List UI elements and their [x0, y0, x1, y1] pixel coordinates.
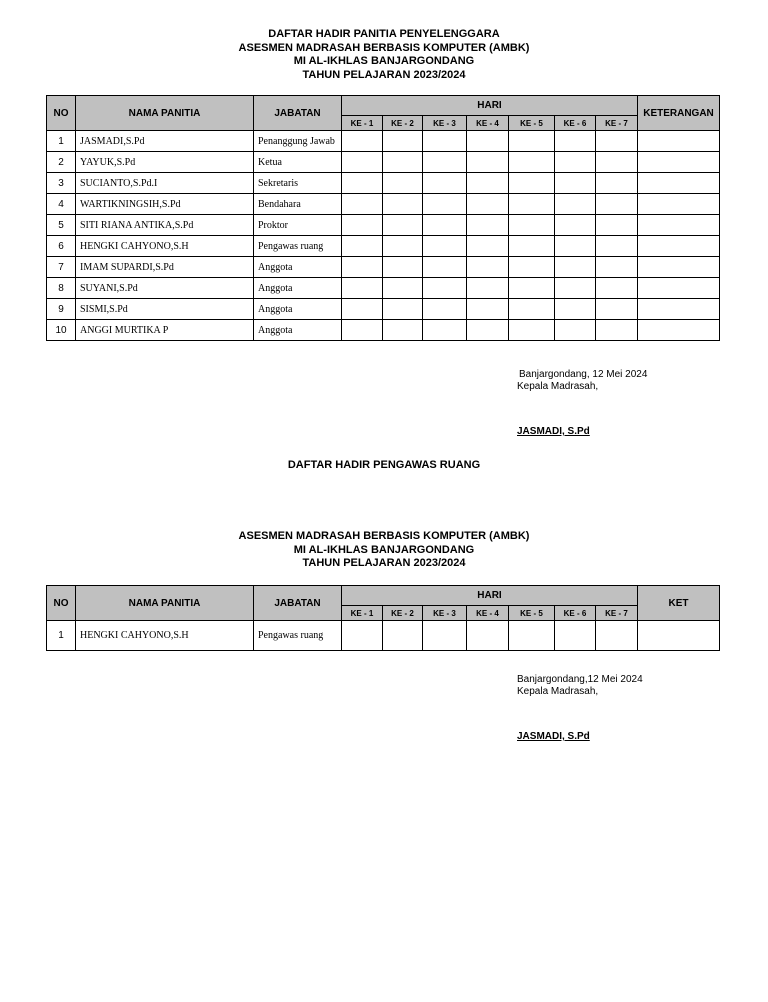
row-jabatan: Bendahara — [254, 194, 342, 215]
header-day-4: KE - 4 — [467, 116, 509, 131]
keterangan-cell[interactable] — [638, 215, 720, 236]
row-jabatan: Pengawas ruang — [254, 236, 342, 257]
table-row — [47, 215, 720, 236]
attendance-cell-day-3[interactable] — [423, 173, 467, 194]
row-no: 4 — [47, 194, 76, 215]
attendance-cell-day-7[interactable] — [596, 278, 638, 299]
attendance-cell-day-3[interactable] — [423, 299, 467, 320]
attendance-cell-day-7[interactable] — [596, 320, 638, 341]
table-row — [47, 320, 720, 341]
attendance-cell-day-3[interactable] — [423, 236, 467, 257]
attendance-cell-day-5[interactable] — [509, 173, 555, 194]
attendance-cell-day-5[interactable] — [509, 131, 555, 152]
attendance-cell-day-1[interactable] — [342, 152, 383, 173]
section1-title-line-3: MI AL-IKHLAS BANJARGONDANG — [293, 55, 475, 68]
attendance-cell-day-6[interactable] — [555, 299, 596, 320]
section2-title-line-1: ASESMEN MADRASAH BERBASIS KOMPUTER (AMBK) — [238, 530, 530, 542]
attendance-cell-day-5[interactable] — [509, 152, 555, 173]
header-day-1: KE - 1 — [342, 606, 383, 621]
attendance-cell-day-6[interactable] — [555, 621, 596, 651]
attendance-cell-day-4[interactable] — [467, 173, 509, 194]
attendance-cell-day-2[interactable] — [383, 152, 423, 173]
attendance-cell-day-7[interactable] — [596, 257, 638, 278]
attendance-cell-day-1[interactable] — [342, 131, 383, 152]
row-no: 1 — [47, 621, 76, 651]
attendance-cell-day-1[interactable] — [342, 173, 383, 194]
row-jabatan: Proktor — [254, 215, 342, 236]
attendance-cell-day-7[interactable] — [596, 215, 638, 236]
section1-signature-date: Banjargondang, 12 Mei 2024 — [519, 369, 648, 380]
attendance-cell-day-3[interactable] — [423, 152, 467, 173]
header-day-3: KE - 3 — [423, 606, 467, 621]
row-no: 9 — [47, 299, 76, 320]
attendance-cell-day-6[interactable] — [555, 194, 596, 215]
section1-title-line-4: TAHUN PELAJARAN 2023/2024 — [302, 68, 466, 81]
attendance-cell-day-2[interactable] — [383, 236, 423, 257]
table-row — [47, 236, 720, 257]
attendance-cell-day-5[interactable] — [509, 236, 555, 257]
keterangan-cell[interactable] — [638, 194, 720, 215]
section2-signature-name: JASMADI, S.Pd — [517, 731, 590, 742]
attendance-cell-day-1[interactable] — [342, 320, 383, 341]
keterangan-cell[interactable] — [638, 278, 720, 299]
row-nama: SISMI,S.Pd — [76, 299, 254, 320]
header-nama-panitia: NAMA PANITIA — [76, 96, 254, 131]
attendance-cell-day-2[interactable] — [383, 299, 423, 320]
attendance-cell-day-4[interactable] — [467, 236, 509, 257]
attendance-cell-day-2[interactable] — [383, 131, 423, 152]
attendance-cell-day-4[interactable] — [467, 152, 509, 173]
row-jabatan: Ketua — [254, 152, 342, 173]
row-nama: HENGKI CAHYONO,S.H — [76, 621, 254, 651]
header-day-6: KE - 6 — [555, 116, 596, 131]
section1-signature-name: JASMADI, S.Pd — [517, 426, 590, 437]
keterangan-cell[interactable] — [638, 236, 720, 257]
attendance-cell-day-7[interactable] — [596, 299, 638, 320]
header-no: NO — [47, 586, 76, 621]
header-no: NO — [47, 96, 76, 131]
table-row — [47, 152, 720, 173]
row-no: 3 — [47, 173, 76, 194]
attendance-cell-day-6[interactable] — [555, 278, 596, 299]
attendance-cell-day-5[interactable] — [509, 320, 555, 341]
row-nama: JASMADI,S.Pd — [76, 131, 254, 152]
row-no: 6 — [47, 236, 76, 257]
attendance-cell-day-2[interactable] — [383, 278, 423, 299]
attendance-cell-day-3[interactable] — [423, 621, 467, 651]
keterangan-cell[interactable] — [638, 257, 720, 278]
attendance-cell-day-4[interactable] — [467, 194, 509, 215]
attendance-cell-day-1[interactable] — [342, 278, 383, 299]
section1-title — [0, 28, 768, 82]
header-day-2: KE - 2 — [383, 116, 423, 131]
header-day-4: KE - 4 — [467, 606, 509, 621]
row-nama: SUCIANTO,S.Pd.I — [76, 173, 254, 194]
panitia-attendance-table — [46, 95, 720, 341]
attendance-cell-day-7[interactable] — [596, 194, 638, 215]
attendance-cell-day-4[interactable] — [467, 257, 509, 278]
section1-title-line-1: DAFTAR HADIR PANITIA PENYELENGGARA — [268, 28, 500, 40]
attendance-cell-day-4[interactable] — [467, 320, 509, 341]
header-day-7: KE - 7 — [596, 116, 638, 131]
section2-signature-date: Banjargondang,12 Mei 2024 — [517, 674, 643, 685]
attendance-cell-day-5[interactable] — [509, 299, 555, 320]
row-jabatan: Penanggung Jawab — [254, 131, 342, 152]
header-day-5: KE - 5 — [509, 116, 555, 131]
header-day-1: KE - 1 — [342, 116, 383, 131]
header-day-2: KE - 2 — [383, 606, 423, 621]
attendance-cell-day-1[interactable] — [342, 257, 383, 278]
attendance-cell-day-5[interactable] — [509, 257, 555, 278]
row-no: 2 — [47, 152, 76, 173]
attendance-cell-day-1[interactable] — [342, 215, 383, 236]
attendance-cell-day-4[interactable] — [467, 621, 509, 651]
keterangan-cell[interactable] — [638, 621, 720, 651]
attendance-cell-day-2[interactable] — [383, 215, 423, 236]
table-row — [47, 257, 720, 278]
attendance-cell-day-3[interactable] — [423, 257, 467, 278]
row-no: 10 — [47, 320, 76, 341]
header-day-7: KE - 7 — [596, 606, 638, 621]
row-no: 8 — [47, 278, 76, 299]
header-hari: HARI — [342, 96, 638, 116]
header-day-3: KE - 3 — [423, 116, 467, 131]
attendance-cell-day-3[interactable] — [423, 320, 467, 341]
header-jabatan: JABATAN — [254, 586, 342, 621]
header-day-6: KE - 6 — [555, 606, 596, 621]
row-nama: HENGKI CAHYONO,S.H — [76, 236, 254, 257]
attendance-cell-day-4[interactable] — [467, 131, 509, 152]
row-nama: ANGGI MURTIKA P — [76, 320, 254, 341]
attendance-cell-day-5[interactable] — [509, 621, 555, 651]
table-row — [47, 299, 720, 320]
attendance-cell-day-2[interactable] — [383, 173, 423, 194]
attendance-cell-day-1[interactable] — [342, 621, 383, 651]
keterangan-cell[interactable] — [638, 173, 720, 194]
attendance-cell-day-5[interactable] — [509, 278, 555, 299]
attendance-cell-day-6[interactable] — [555, 320, 596, 341]
attendance-cell-day-6[interactable] — [555, 152, 596, 173]
table-row — [47, 621, 720, 651]
header-nama-panitia: NAMA PANITIA — [76, 586, 254, 621]
table-row — [47, 131, 720, 152]
keterangan-cell[interactable] — [638, 152, 720, 173]
attendance-cell-day-4[interactable] — [467, 299, 509, 320]
header-keterangan: KETERANGAN — [638, 96, 720, 131]
keterangan-cell[interactable] — [638, 320, 720, 341]
attendance-cell-day-3[interactable] — [423, 194, 467, 215]
attendance-cell-day-6[interactable] — [555, 215, 596, 236]
attendance-cell-day-1[interactable] — [342, 236, 383, 257]
row-no: 1 — [47, 131, 76, 152]
section2-signature-role: Kepala Madrasah, — [517, 686, 599, 697]
row-jabatan: Pengawas ruang — [254, 621, 342, 651]
row-nama: WARTIKNINGSIH,S.Pd — [76, 194, 254, 215]
table-row — [47, 194, 720, 215]
row-jabatan: Anggota — [254, 320, 342, 341]
header-hari: HARI — [342, 586, 638, 606]
pengawas-attendance-table — [46, 585, 720, 651]
table-row — [47, 278, 720, 299]
attendance-cell-day-7[interactable] — [596, 621, 638, 651]
attendance-cell-day-6[interactable] — [555, 257, 596, 278]
attendance-cell-day-3[interactable] — [423, 131, 467, 152]
attendance-cell-day-7[interactable] — [596, 173, 638, 194]
row-nama: YAYUK,S.Pd — [76, 152, 254, 173]
attendance-cell-day-2[interactable] — [383, 621, 423, 651]
attendance-cell-day-6[interactable] — [555, 173, 596, 194]
header-ket: KET — [638, 586, 720, 621]
row-nama: SITI RIANA ANTIKA,S.Pd — [76, 215, 254, 236]
attendance-cell-day-1[interactable] — [342, 299, 383, 320]
row-jabatan: Anggota — [254, 299, 342, 320]
attendance-cell-day-5[interactable] — [509, 215, 555, 236]
attendance-cell-day-3[interactable] — [423, 278, 467, 299]
section1-title-line-2: ASESMEN MADRASAH BERBASIS KOMPUTER (AMBK) — [238, 41, 530, 54]
attendance-cell-day-7[interactable] — [596, 131, 638, 152]
attendance-cell-day-5[interactable] — [509, 194, 555, 215]
row-nama: IMAM SUPARDI,S.Pd — [76, 257, 254, 278]
section1-signature-role: Kepala Madrasah, — [517, 381, 599, 392]
attendance-cell-day-4[interactable] — [467, 215, 509, 236]
row-no: 7 — [47, 257, 76, 278]
section2-title — [0, 530, 768, 571]
attendance-cell-day-1[interactable] — [342, 194, 383, 215]
table-row — [47, 173, 720, 194]
attendance-cell-day-4[interactable] — [467, 278, 509, 299]
attendance-cell-day-7[interactable] — [596, 152, 638, 173]
row-nama: SUYANI,S.Pd — [76, 278, 254, 299]
attendance-cell-day-2[interactable] — [383, 257, 423, 278]
row-no: 5 — [47, 215, 76, 236]
keterangan-cell[interactable] — [638, 299, 720, 320]
header-day-5: KE - 5 — [509, 606, 555, 621]
section2-title-line-2: MI AL-IKHLAS BANJARGONDANG — [293, 543, 475, 556]
row-jabatan: Sekretaris — [254, 173, 342, 194]
header-jabatan: JABATAN — [254, 96, 342, 131]
attendance-cell-day-2[interactable] — [383, 194, 423, 215]
row-jabatan: Anggota — [254, 257, 342, 278]
keterangan-cell[interactable] — [638, 131, 720, 152]
attendance-cell-day-2[interactable] — [383, 320, 423, 341]
attendance-cell-day-6[interactable] — [555, 131, 596, 152]
row-jabatan: Anggota — [254, 278, 342, 299]
attendance-cell-day-3[interactable] — [423, 215, 467, 236]
section2-title-line-3: TAHUN PELAJARAN 2023/2024 — [302, 557, 466, 570]
attendance-cell-day-6[interactable] — [555, 236, 596, 257]
section2-heading: DAFTAR HADIR PENGAWAS RUANG — [287, 459, 481, 471]
attendance-cell-day-7[interactable] — [596, 236, 638, 257]
